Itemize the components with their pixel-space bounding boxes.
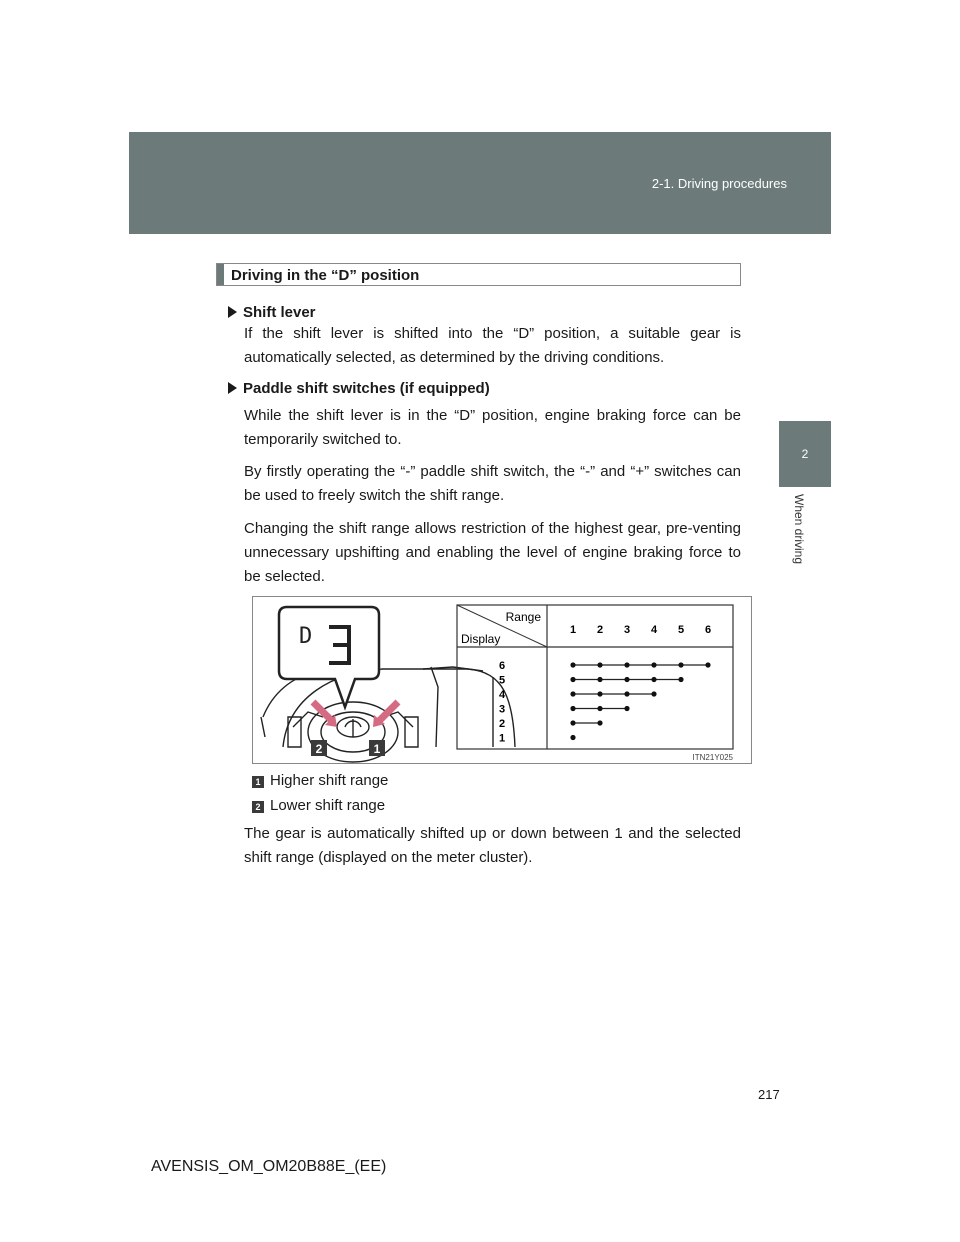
paragraph: If the shift lever is shifted into the “D” position, a suitable gear is automatically selected, as determined by the driving conditions. [244,325,741,366]
legend-badge: 2 [252,801,264,813]
range-dot [624,706,629,711]
subsection-heading [216,263,741,286]
paragraph: While the shift lever is in the “D” position, engine braking force can be temporarily switched to. [244,407,741,448]
range-column-label: 5 [677,624,685,636]
range-dot [570,662,575,667]
arrow-left-icon [313,702,333,722]
range-dot [624,677,629,682]
shift-range-figure [252,596,752,764]
range-dot [570,677,575,682]
paragraph: By firstly operating the “-” paddle shift switch, the “-” and “+” switches can be used to freely switch the shift range. [244,463,741,504]
display-row-label: 3 [498,703,506,716]
heading-text: Driving in the “D” position [231,267,420,284]
display-row-label: 2 [498,718,506,730]
display-rows [499,660,506,745]
chapter-label: When driving [792,494,806,565]
page-number: 217 [758,1087,780,1102]
range-column-label: 2 [596,624,604,636]
display-row-label: 1 [498,732,506,745]
bullet-paddle-shift [228,380,490,397]
range-dot [597,662,602,667]
legend-item-1 [252,772,388,789]
range-header: Range [505,610,541,624]
range-dot [678,662,683,667]
callout-1-label: 1 [373,742,381,756]
bullet-shift-lever [228,304,316,321]
bullet-title: Shift lever [243,304,316,321]
range-dot [678,677,683,682]
bullet-title: Paddle shift switches (if equipped) [243,380,490,397]
display-row-label: 4 [498,689,506,701]
paragraph: Changing the shift range allows restriction of the highest gear, pre-venting unnecessary upshifting and enabling the level of engine braking force to be selected. [244,520,741,585]
chapter-tab: 2 [779,421,831,487]
closing-paragraph: The gear is automatically shifted up or down between 1 and the selected shift range (displayed on the meter cluster). [244,825,741,866]
legend-item-2 [252,797,385,814]
section-title: 2-1. Driving procedures [651,176,787,191]
arrow-right-icon [378,702,398,722]
range-column-label: 4 [650,624,658,636]
heading-bar [217,264,224,285]
range-dot [624,691,629,696]
display-letter: D [299,624,313,649]
display-row-label: 6 [498,660,506,672]
range-dot [570,706,575,711]
range-dot [597,706,602,711]
range-dot [570,720,575,725]
callout-2-label: 2 [315,742,323,756]
display-row-label: 5 [498,674,506,687]
range-dot [651,677,656,682]
figure-code: ITN21Y025 [692,753,733,762]
range-column-label: 6 [704,624,712,636]
legend-badge: 1 [252,776,264,788]
legend-text: Lower shift range [270,797,386,814]
figure-illustration [253,597,751,763]
range-dot [624,662,629,667]
document-footer: AVENSIS_OM_OM20B88E_(EE) [151,1158,387,1175]
range-column-label: 3 [623,624,631,636]
range-dots [570,662,710,740]
triangle-bullet-icon [228,306,237,318]
range-dot [597,677,602,682]
page-header [129,132,831,234]
range-dot [651,662,656,667]
range-dot [597,691,602,696]
legend-text: Higher shift range [270,772,389,789]
triangle-bullet-icon [228,382,237,394]
range-dot [705,662,710,667]
meter-display-bubble [279,607,379,707]
range-dot [651,691,656,696]
range-column-label: 1 [569,624,577,636]
display-header: Display [461,632,501,646]
range-columns [570,624,711,636]
range-dot [570,691,575,696]
range-dot [597,720,602,725]
range-dot [570,735,575,740]
